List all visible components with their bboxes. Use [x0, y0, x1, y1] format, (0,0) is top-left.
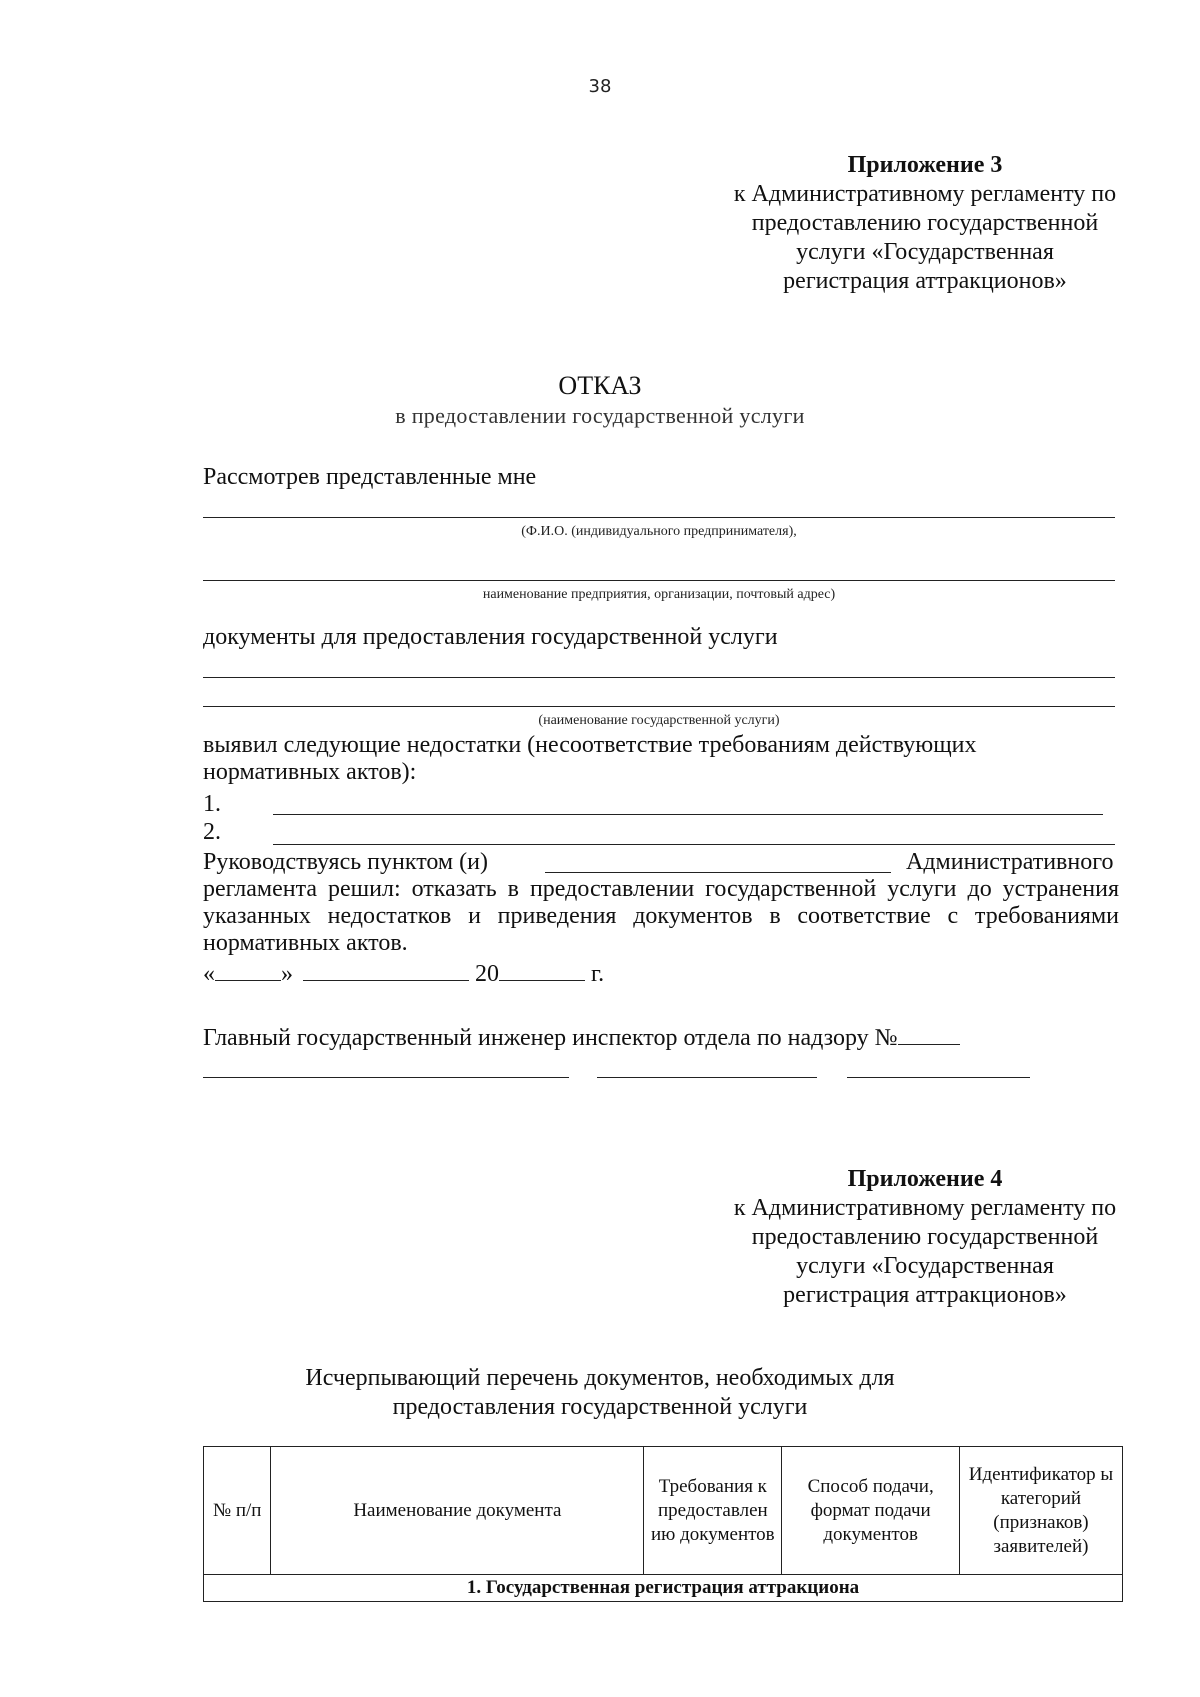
annex4-line: к Административному регламенту по [733, 1195, 1117, 1221]
date-row [203, 960, 604, 988]
decision-line2: указанных недостатков и приведения документов в соответствие с требованиями [203, 903, 1119, 929]
signature-line-name [847, 1077, 1030, 1078]
signer-title: Главный государственный инженер инспектор отдела по надзору № [203, 1025, 898, 1051]
list-title-line1: Исчерпывающий перечень документов, необходимых для [305, 1365, 895, 1391]
section-title: 1. Государственная регистрация аттракциона [204, 1575, 1123, 1602]
refusal-title: ОТКАЗ [558, 371, 642, 400]
clause-blank-line [545, 872, 891, 873]
signer-number-blank [898, 1024, 960, 1045]
annex4-line: регистрация аттракционов» [783, 1282, 1067, 1308]
annex3-heading: Приложение 3 [847, 152, 1003, 178]
org-caption: наименование предприятия, организации, почтовый адрес) [482, 587, 836, 602]
item-1-blank-line [273, 814, 1103, 815]
annex3-line: к Административному регламенту по [733, 181, 1117, 207]
documents-for-text: документы для предоставления государственной услуги [203, 624, 778, 650]
date-day-blank [215, 960, 281, 981]
header-requirements: Требования к предоставлен ию документов [644, 1447, 782, 1575]
service-blank-line-1 [203, 677, 1115, 678]
guided-text-right: Административного [906, 849, 1114, 875]
date-month-blank [303, 960, 469, 981]
refusal-subtitle: в предоставлении государственной услуги [395, 403, 805, 428]
item-2-blank-line [273, 844, 1115, 845]
service-blank-line-2 [203, 706, 1115, 707]
annex4-line: услуги «Государственная [796, 1253, 1054, 1279]
considered-text: Рассмотрев представленные мне [203, 464, 537, 490]
signature-line-sign [597, 1077, 817, 1078]
header-applicant-categories: Идентификатор ы категорий (признаков) заявителей) [959, 1447, 1122, 1575]
header-number: № п/п [204, 1447, 271, 1575]
page-number: 38 [588, 76, 612, 97]
date-year-suffix: г. [591, 961, 605, 987]
item-2-label: 2. [203, 819, 221, 845]
documents-table [203, 1446, 1123, 1602]
annex4-heading: Приложение 4 [847, 1166, 1003, 1192]
decision-line1: регламента решил: отказать в предоставлении государственной услуги до устранения [203, 876, 1119, 902]
fio-blank-line [203, 517, 1115, 518]
annex4-block [700, 1165, 1150, 1310]
decision-line3: нормативных актов. [203, 930, 408, 956]
header-document-name: Наименование документа [271, 1447, 644, 1575]
list-title [0, 1364, 1200, 1422]
found-text-line1: выявил следующие недостатки (несоответствие требованиям действующих [203, 732, 977, 758]
service-caption: (наименование государственной услуги) [538, 713, 780, 728]
signature-line-position [203, 1077, 569, 1078]
item-1-label: 1. [203, 791, 221, 817]
header-submission-method: Способ подачи, формат подачи документов [782, 1447, 960, 1575]
guided-text: Руководствуясь пунктом (и) [203, 849, 488, 875]
annex3-line: предоставлению государственной [751, 210, 1099, 236]
date-year-blank [499, 960, 585, 981]
list-title-line2: предоставления государственной услуги [392, 1394, 808, 1420]
found-text-line2: нормативных актов): [203, 759, 417, 785]
annex3-line: услуги «Государственная [796, 239, 1054, 265]
org-blank-line [203, 580, 1115, 581]
annex3-block [700, 151, 1150, 296]
date-close-quote: » [281, 961, 293, 987]
table-header-row [204, 1447, 1123, 1575]
date-year-prefix: 20 [475, 961, 499, 987]
annex4-line: предоставлению государственной [751, 1224, 1099, 1250]
signer-text [203, 1024, 960, 1052]
table-section-row [204, 1575, 1123, 1602]
date-open-quote: « [203, 961, 215, 987]
fio-caption: (Ф.И.О. (индивидуального предпринимателя), [521, 524, 797, 539]
annex3-line: регистрация аттракционов» [783, 268, 1067, 294]
